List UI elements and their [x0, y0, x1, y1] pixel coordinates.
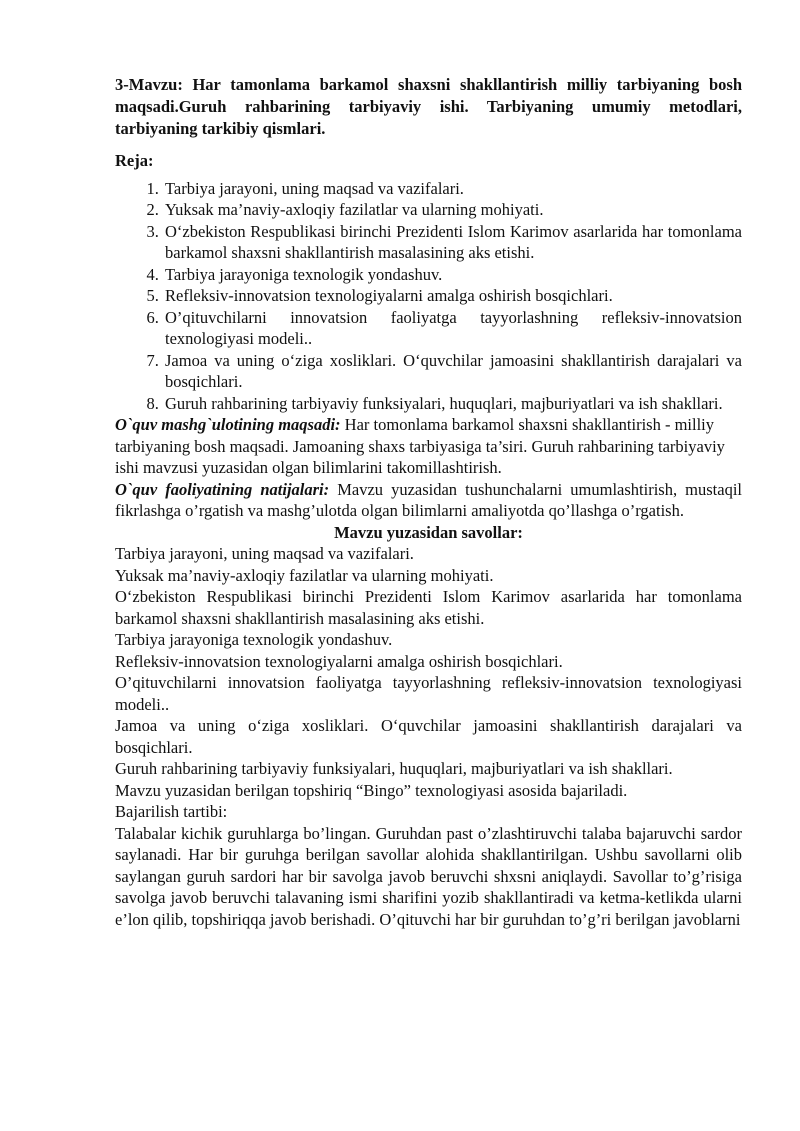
plan-item: 7. Jamoa va uning o‘ziga xosliklari. O‘quvchilar jamoasini shakllantirish darajalari va bosqichlari.	[163, 350, 742, 393]
plan-heading: Reja:	[115, 151, 154, 170]
document-title: 3-Mavzu: Har tamonlama barkamol shaxsni shakllantirish milliy tarbiyaning bosh maqsadi.Guruh rahbarining tarbiyaviy ishi. Tarbiyaning umumiy metodlari, tarbiyaning tarkibiy qismlari.	[115, 75, 742, 138]
questions-heading: Mavzu yuzasidan savollar:	[334, 522, 523, 542]
plan-item: 8. Guruh rahbarining tarbiyaviy funksiyalari, huquqlari, majburiyatlari va ish shakllari.	[163, 393, 742, 415]
question-line: Refleksiv-innovatsion texnologiyalarni amalga oshirish bosqichlari.	[115, 651, 563, 671]
question-line: Yuksak ma’naviy-axloqiy fazilatlar va ularning mohiyati.	[115, 565, 494, 585]
task-line: Mavzu yuzasidan berilgan topshiriq “Bingo” texnologiyasi asosida bajariladi.	[115, 780, 628, 800]
question-line: O’qituvchilarni innovatsion faoliyatga tayyorlashning refleksiv-innovatsion texnologiyasi modeli..	[115, 673, 742, 714]
plan-list	[115, 178, 742, 415]
learning-results-label: O`quv faoliyatining natijalari:	[115, 479, 330, 499]
plan-item: 2. Yuksak ma’naviy-axloqiy fazilatlar va ularning mohiyati.	[163, 199, 742, 221]
question-line: Tarbiya jarayoni, uning maqsad va vazifalari.	[115, 544, 414, 563]
plan-item: 4. Tarbiya jarayoniga texnologik yondashuv.	[163, 264, 742, 286]
learning-results	[115, 479, 742, 522]
lesson-goal-text: Har tomonlama barkamol shaxsni shakllantirish - milliy tarbiyaning bosh maqsadi. Jamoaning shaxs tarbiyasiga ta’siri. Guruh rahbarining tarbiyaviy ishi mavzusi yuzasidan olgan bilimlarini takomillashtirish.	[115, 415, 725, 477]
learning-results-text: Mavzu yuzasidan tushunchalarni umumlashtirish, mustaqil fikrlashga o’rgatish va mashg’ulotda olgan bilimlarni amaliyotda qo’llashga o’rgatish.	[115, 479, 742, 520]
plan-item: 1. Tarbiya jarayoni, uning maqsad va vazifalari.	[163, 178, 742, 200]
question-line: O‘zbekiston Respublikasi birinchi Prezidenti Islom Karimov asarlarida har tomonlama barkamol shaxsni shakllantirish masalasining aks etishi.	[115, 587, 742, 628]
question-line: Jamoa va uning o‘ziga xosliklari. O‘quvchilar jamoasini shakllantirish darajalari va bosqichlari.	[115, 716, 742, 757]
plan-item: 3. O‘zbekiston Respublikasi birinchi Prezidenti Islom Karimov asarlarida har tomonlama barkamol shaxsni shakllantirish masalasining aks etishi.	[163, 221, 742, 264]
lesson-goal	[115, 414, 742, 479]
order-paragraph: Talabalar kichik guruhlarga bo’lingan. Guruhdan past o’zlashtiruvchi talaba bajaruvchi sardor saylanadi. Har bir guruhga berilgan savollar alohida shakllantirilgan. Ushbu savollarni olib saylangan guruh sardori har bir savolga javob beruvchi shxsni aniqlaydi. Savollar to’g’risiga savolga javob beruvchi talavaning ismi sharifini yozib shakllantiradi va ketma-ketlikda ularni e’lon qilib, topshiriqqa javob berishadi. O’qituvchi har bir guruhdan to’g’ri berilgan javoblarni	[115, 823, 742, 929]
order-heading: Bajarilish tartibi:	[115, 802, 228, 821]
question-line: Guruh rahbarining tarbiyaviy funksiyalari, huquqlari, majburiyatlari va ish shakllari.	[115, 759, 673, 778]
question-line: Tarbiya jarayoniga texnologik yondashuv.	[115, 630, 393, 649]
document-page	[115, 74, 742, 930]
plan-item: 5. Refleksiv-innovatsion texnologiyalarni amalga oshirish bosqichlari.	[163, 285, 742, 307]
plan-item: 6. O’qituvchilarni innovatsion faoliyatga tayyorlashning refleksiv-innovatsion texnologiyasi modeli..	[163, 307, 742, 350]
lesson-goal-label: O`quv mashg`ulotining maqsadi:	[115, 415, 341, 434]
